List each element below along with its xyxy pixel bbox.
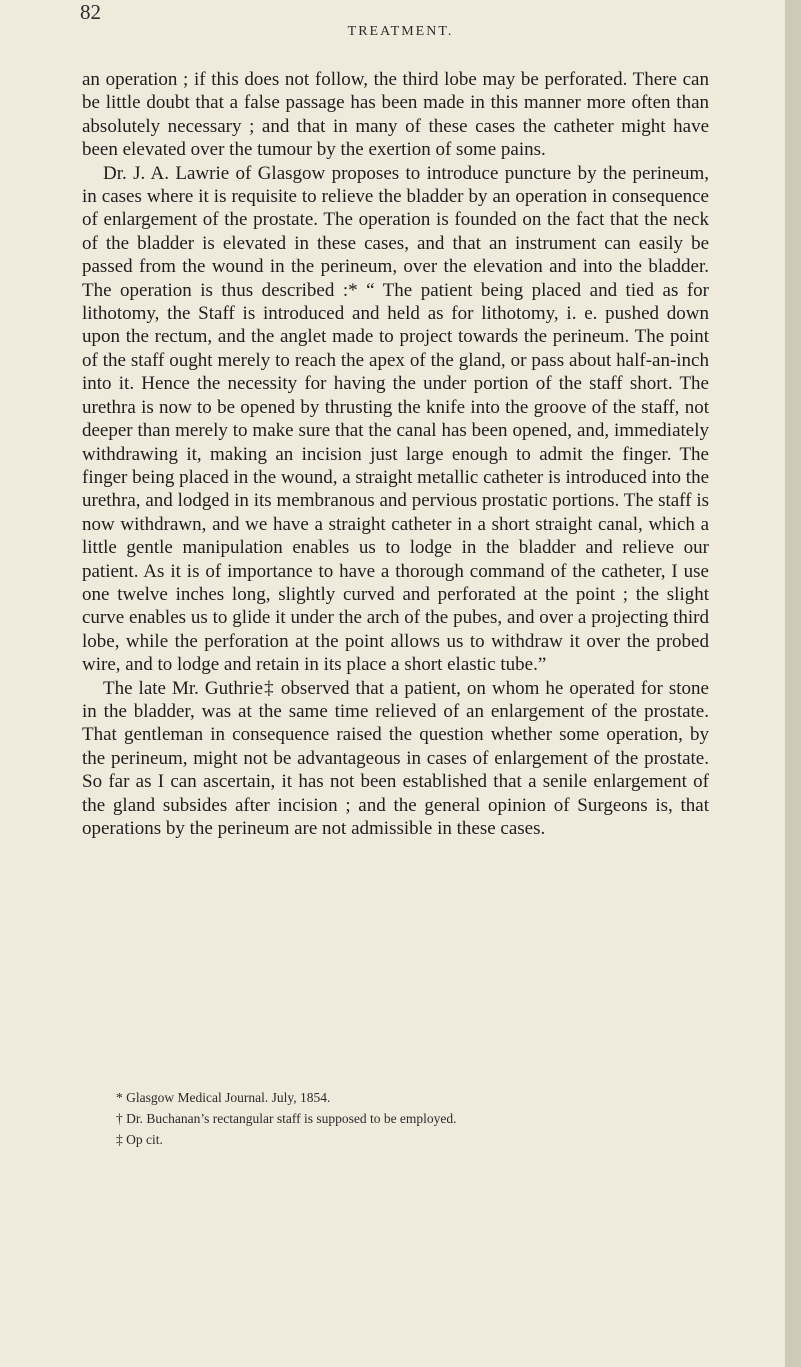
footnote: * Glasgow Medical Journal. July, 1854. [116, 1090, 331, 1105]
footnote: ‡ Op cit. [116, 1132, 163, 1147]
footnotes [82, 1087, 709, 1150]
paragraph: The late Mr. Guthrie‡ observed that a patient, on whom he operated for stone in the bladder, was at the same time relieved of an enlargement of the prostate. That gentleman in consequence raised the question whether some operation, by the perineum, might not be advantageous in cases of enlargement of the prostate. So far as I can ascertain, it has not been established that a senile enlargement of the gland subsides after incision ; and the general opinion of Surgeons is, that operations by the perineum are not admissible in these cases. [82, 677, 709, 839]
paragraph: Dr. J. A. Lawrie of Glasgow proposes to introduce puncture by the perineum, in cases where it is requisite to relieve the bladder by an operation in consequence of enlargement of the prostate. The operation is founded on the fact that the neck of the bladder is elevated in these cases, and that an instrument can easily be passed from the wound in the perineum, over the elevation and into the bladder. The operation is thus described :* “ The patient being placed and tied as for lithotomy, the Staff is introduced and held as for lithotomy, i. e. pushed down upon the rectum, and the anglet made to project towards the perineum. The point of the staff ought merely to reach the apex of the gland, or pass about half-an-inch into it. Hence the necessity for having the under portion of the staff short. The urethra is now to be opened by thrusting the knife into the groove of the staff, not deeper than merely to make sure that the canal has been opened, and, immediately withdrawing it, making an incision just large enough to admit the finger. The finger being placed in the wound, a straight metallic catheter is introduced into the urethra, and lodged in its membranous and pervious prostatic portions. The staff is now withdrawn, and we have a straight catheter in a short straight canal, which a little gentle manipulation enables us to lodge in the bladder and relieve our patient. As it is of importance to have a thorough command of the catheter, I use one twelve inches long, slightly curved and perforated at the point ; the slight curve enables us to glide it under the arch of the pubes, and over a projecting third lobe, while the perforation at the point allows us to withdraw it over the probed wire, and to lodge and retain in its place a short elastic tube.” [82, 162, 709, 676]
body-text [82, 68, 709, 840]
footnote: † Dr. Buchanan’s rectangular staff is supposed to be employed. [116, 1111, 457, 1126]
running-head: TREATMENT. [347, 24, 454, 39]
page-edge-shadow [785, 0, 801, 1367]
paragraph: an operation ; if this does not follow, the third lobe may be perforated. There can be little doubt that a false passage has been made in this manner more often than absolutely necessary ; and that in many of these cases the catheter might have been elevated over the tumour by the exertion of some pains. [82, 69, 709, 161]
page-number: 82 [80, 0, 101, 24]
